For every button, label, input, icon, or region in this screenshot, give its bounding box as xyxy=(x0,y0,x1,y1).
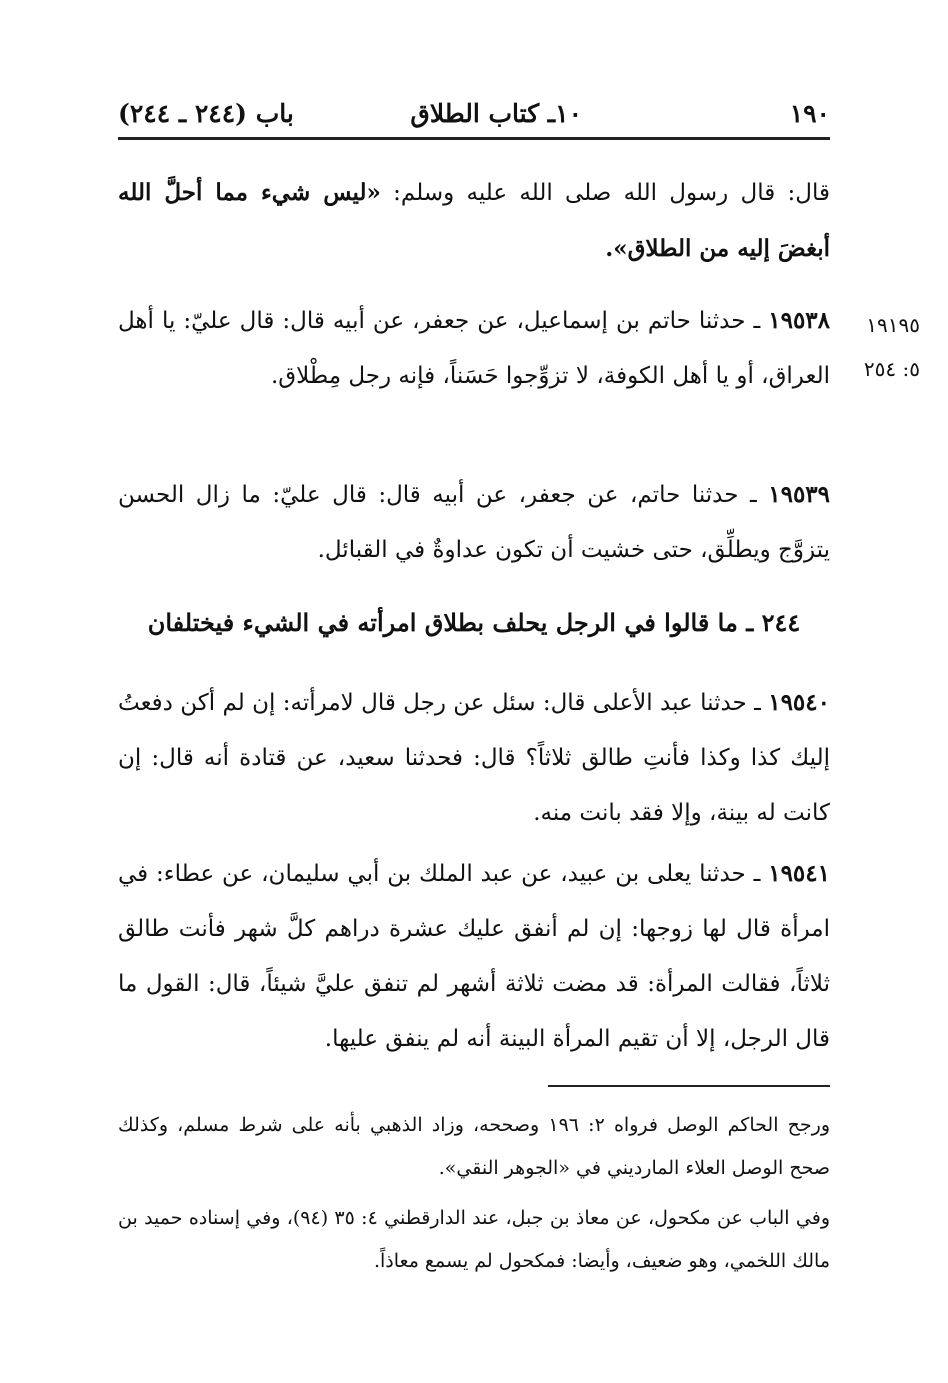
hadith-text: ـ حدثنا يعلى بن عبيد، عن عبد الملك بن أبي سليمان، عن عطاء: في امرأة قال لها زوجها: إن لم أنفق عليك عشرة دراهم كلَّ شهر فأنت طالق ثلاثاً، فقالت المرأة: قد مضت ثلاثة أشهر لم تنفق عليَّ شيئاً، قال: القول ما قال الرجل، إلا أن تقيم المرأة البينة أنه لم ينفق عليها. xyxy=(118,861,830,1052)
hadith-19539 xyxy=(118,467,830,578)
header-rule xyxy=(118,137,830,140)
hadith-text: ـ حدثنا عبد الأعلى قال: سئل عن رجل قال لامرأته: إن لم أكن دفعتُ إليك كذا وكذا فأنتِ طالق ثلاثاً؟ قال: فحدثنا سعيد، عن قتادة أنه قال: إن كانت له بينة، وإلا فقد بانت منه. xyxy=(118,690,830,826)
footnote-rule xyxy=(548,1085,830,1087)
page-number: ١٩٠ xyxy=(789,99,830,128)
chapter-range: باب (٢٤٤ ـ ٢٤٤) xyxy=(118,99,294,128)
margin-reference xyxy=(850,312,920,382)
intro-quote: «ليس شيء مما أحلَّ الله أبغضَ إليه من الطلاق». xyxy=(118,179,830,262)
hadith-19538 xyxy=(118,293,830,404)
section-heading: ٢٤٤ ـ ما قالوا في الرجل يحلف بطلاق امرأته في الشيء فيختلفان xyxy=(147,608,801,637)
hadith-text: ـ حدثنا حاتم بن إسماعيل، عن جعفر، عن أبيه قال: قال عليّ: يا أهل العراق، أو يا أهل الكوفة، لا تزوِّجوا حَسَناً، فإنه رجل مِطْلاق. xyxy=(118,308,830,389)
intro-paragraph xyxy=(118,165,830,277)
margin-ref-line2: ٥: ٢٥٤ xyxy=(863,357,920,381)
hadith-number: ١٩٥٣٩ xyxy=(768,481,831,508)
footnote-1: ورجح الحاكم الوصل فرواه ٢: ١٩٦ وصححه، وزاد الذهبي بأنه على شرط مسلم، وكذلك صحح الوصل العلاء المارديني في «الجوهر النقي». xyxy=(118,1114,831,1179)
hadith-19540 xyxy=(118,675,830,841)
hadith-number: ١٩٥٣٨ xyxy=(768,307,831,334)
book-title: ١٠ـ كتاب الطلاق xyxy=(410,99,582,128)
hadith-19541 xyxy=(118,846,830,1067)
intro-lead: قال: قال رسول الله صلى الله عليه وسلم: xyxy=(380,180,830,206)
margin-ref-line1: ١٩١٩٥ xyxy=(866,313,920,337)
footnote-2: وفي الباب عن مكحول، عن معاذ بن جبل، عند الدارقطني ٤: ٣٥ (٩٤)، وفي إسناده حميد بن مالك اللخمي، وهو ضعيف، وأيضا: فمكحول لم يسمع معاذاً. xyxy=(118,1207,830,1272)
hadith-number: ١٩٥٤١ xyxy=(768,860,830,887)
running-header xyxy=(118,95,830,135)
hadith-text: ـ حدثنا حاتم، عن جعفر، عن أبيه قال: قال عليّ: ما زال الحسن يتزوَّج ويطلِّق، حتى خشيت أن تكون عداوةٌ في القبائل. xyxy=(118,482,830,563)
hadith-number: ١٩٥٤٠ xyxy=(768,689,830,716)
